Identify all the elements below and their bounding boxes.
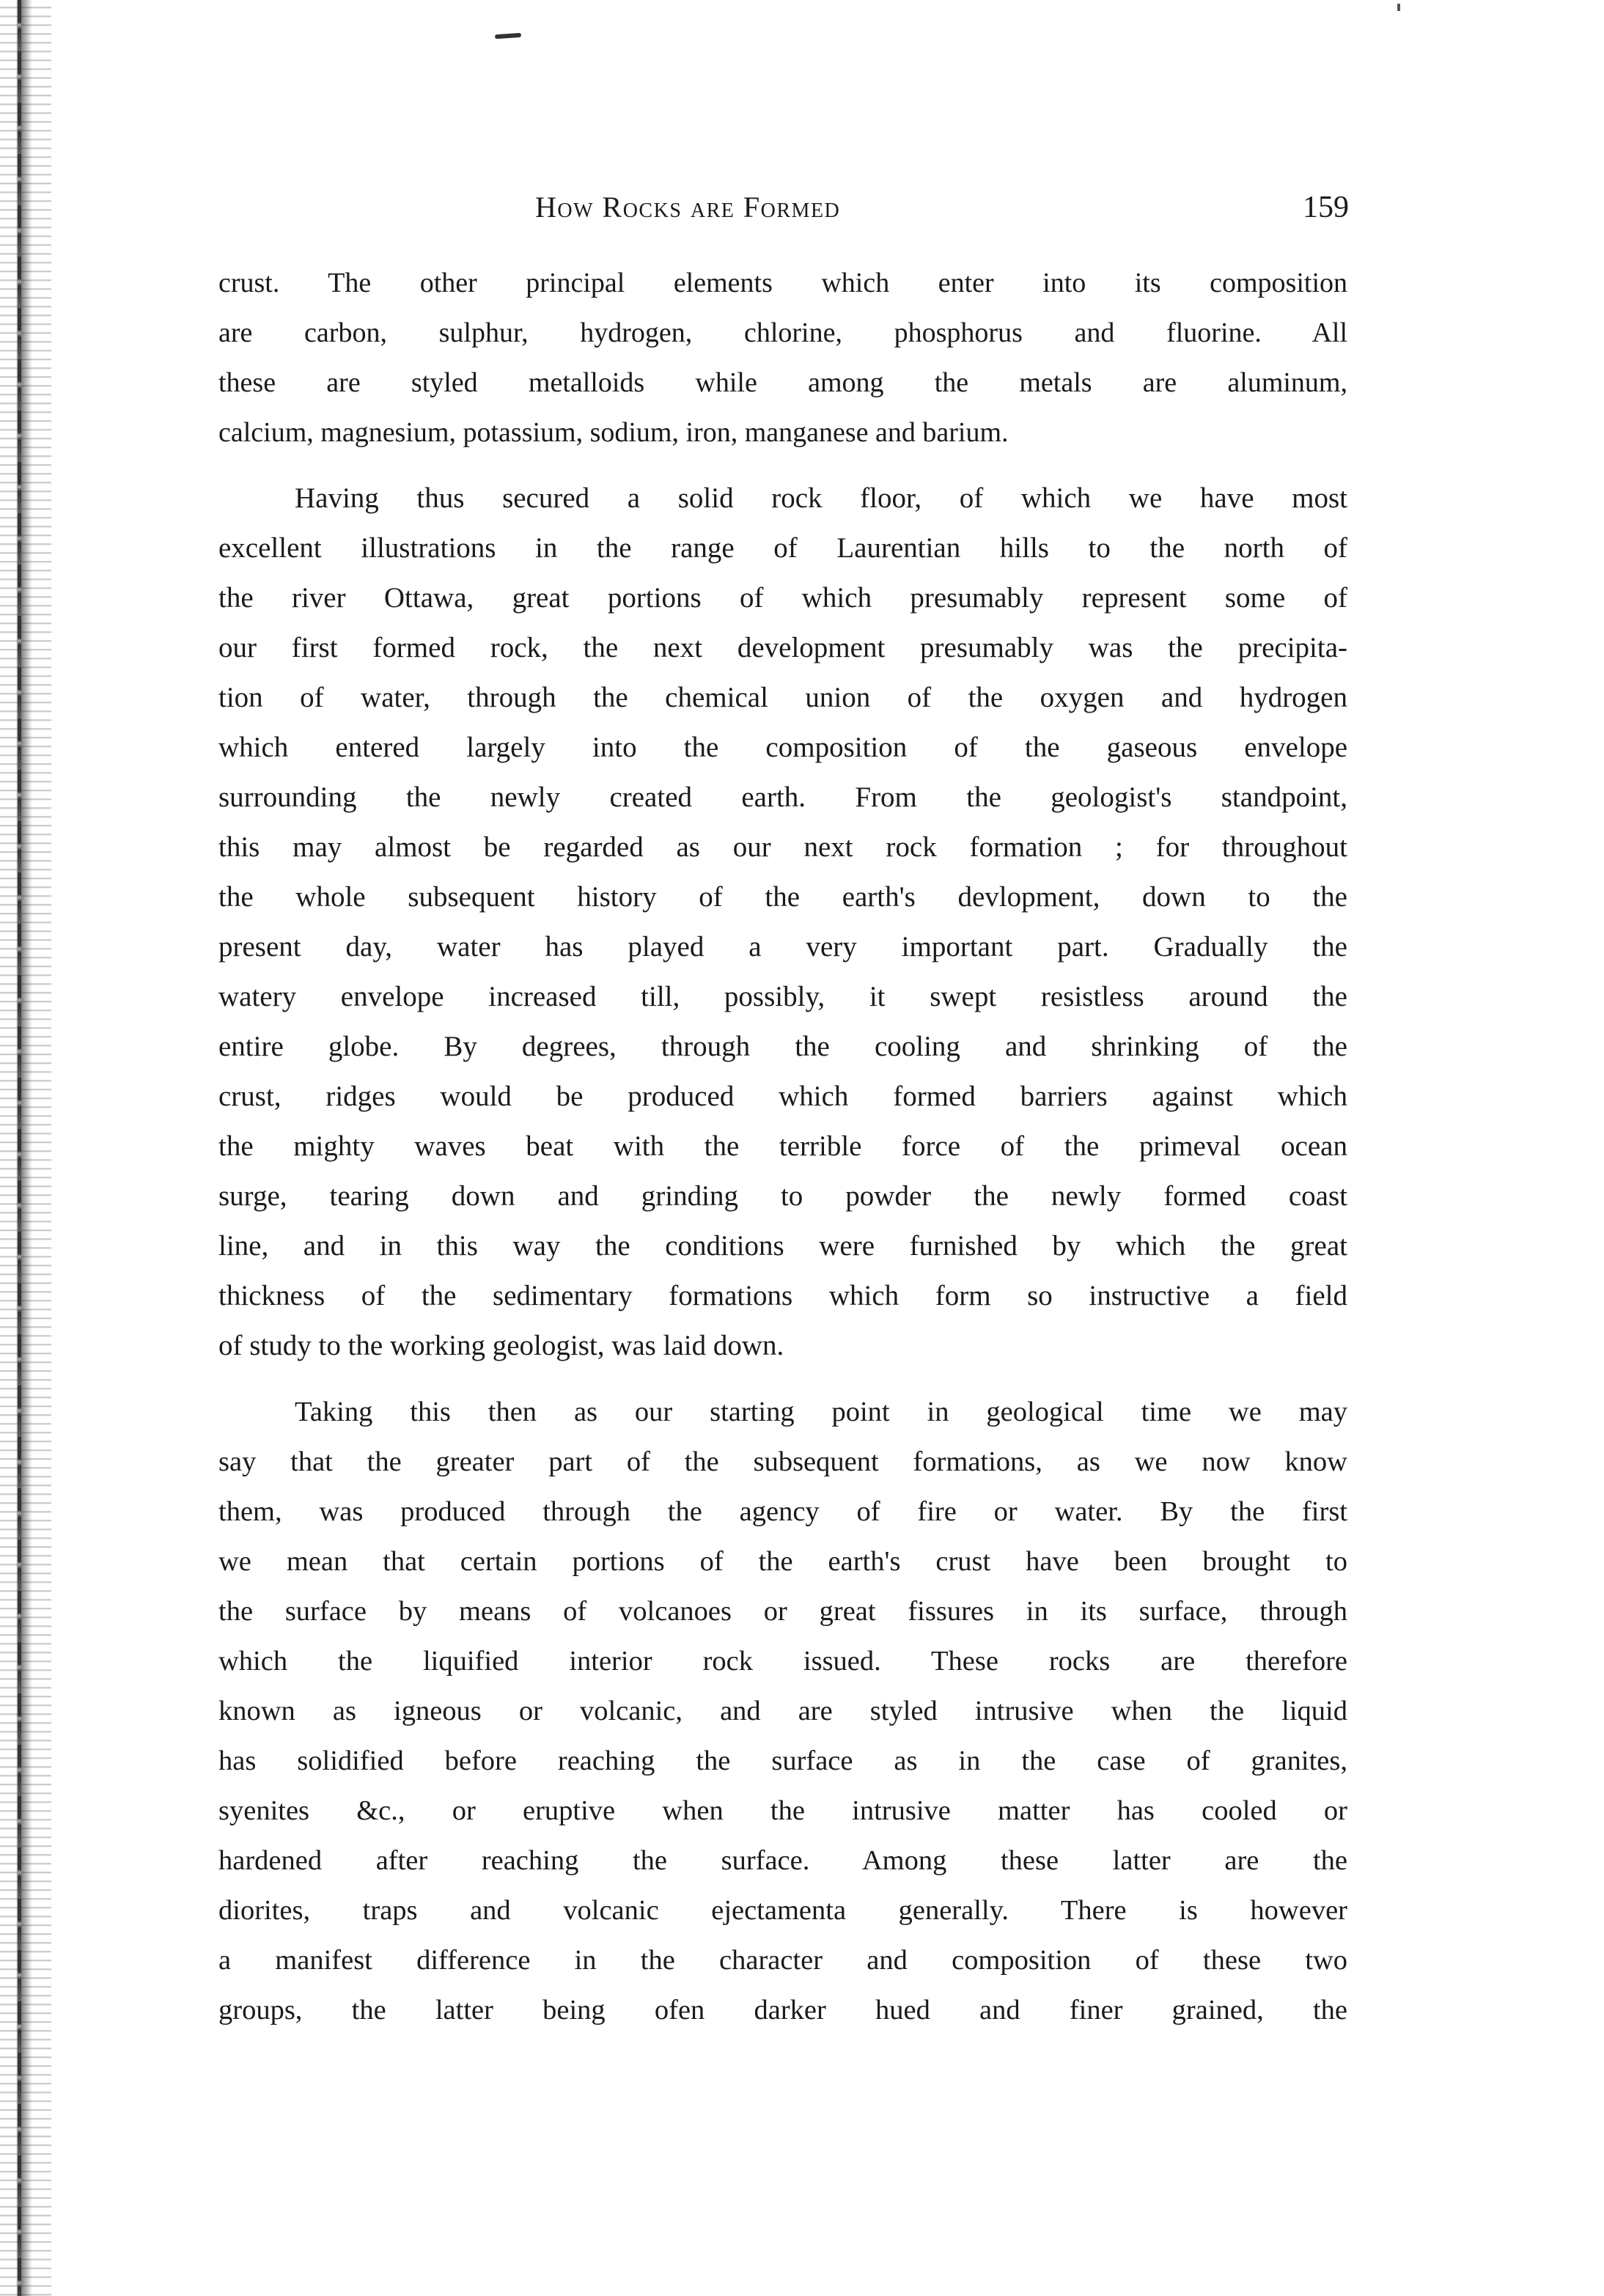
text-line: the mighty waves beat with the terrible force of the primeval ocean [218,1130,1347,1162]
text-line: surge, tearing down and grinding to powder the newly formed coast [218,1180,1347,1212]
ink-mark [495,33,521,39]
binding-edge [0,0,51,2296]
text-line: Having thus secured a solid rock floor, of which we have most [295,482,1347,514]
text-line: syenites &c., or eruptive when the intrusive matter has cooled or [218,1795,1347,1826]
text-line: thickness of the sedimentary formations which form so instructive a field [218,1280,1347,1311]
text-line: entire globe. By degrees, through the cooling and shrinking of the [218,1031,1347,1062]
text-line: tion of water, through the chemical union of the oxygen and hydrogen [218,682,1347,713]
text-line: excellent illustrations in the range of Laurentian hills to the north of [218,532,1347,564]
paragraph [218,258,1347,457]
text-line: them, was produced through the agency of fire or water. By the first [218,1496,1347,1527]
text-line: surrounding the newly created earth. From the geologist's standpoint, [218,781,1347,813]
text-line: diorites, traps and volcanic ejectamenta generally. There is however [218,1895,1347,1926]
text-line: say that the greater part of the subsequent formations, as we now know [218,1446,1347,1477]
text-line: our first formed rock, the next development presumably was the precipita- [218,632,1347,663]
text-line: known as igneous or volcanic, and are styled intrusive when the liquid [218,1696,1347,1726]
text-line: a manifest difference in the character and composition of these two [218,1945,1347,1976]
text-line: we mean that certain portions of the earth's crust have been brought to [218,1546,1347,1577]
text-line: present day, water has played a very important part. Gradually the [218,931,1347,963]
text-line: the whole subsequent history of the earth's devlopment, down to the [218,881,1347,913]
paragraph [218,474,1347,1371]
text-line: of study to the working geologist, was laid down. [218,1330,784,1361]
text-line: hardened after reaching the surface. Among these latter are the [218,1845,1347,1876]
text-line: which the liquified interior rock issued. These rocks are therefore [218,1646,1347,1677]
ink-mark [1397,4,1400,11]
text-line: has solidified before reaching the surface as in the case of granites, [218,1745,1347,1776]
text-line: watery envelope increased till, possibly, it swept resistless around the [218,981,1347,1012]
text-line: line, and in this way the conditions were furnished by which the great [218,1230,1347,1262]
page-header [220,187,1349,231]
text-line: crust. The other principal elements which enter into its composition [218,268,1347,298]
running-head: How Rocks are Formed [535,191,841,224]
text-line: which entered largely into the composition of the gaseous envelope [218,732,1347,763]
text-line: groups, the latter being ofen darker hued and finer grained, the [218,1995,1347,2025]
paragraph [218,1387,1347,2035]
text-line: are carbon, sulphur, hydrogen, chlorine, phosphorus and fluorine. All [218,317,1347,348]
text-line: the river Ottawa, great portions of which presumably represent some of [218,582,1347,614]
text-line: these are styled metalloids while among the metals are aluminum, [218,367,1347,398]
text-line: crust, ridges would be produced which formed barriers against which [218,1081,1347,1112]
text-line: this may almost be regarded as our next rock formation ; for throughout [218,831,1347,863]
text-line: Taking this then as our starting point in geological time we may [295,1397,1347,1427]
body-text [218,258,1347,2051]
text-line: calcium, magnesium, potassium, sodium, iron, manganese and barium. [218,417,1009,448]
page-number: 159 [1303,191,1349,224]
text-line: the surface by means of volcanoes or great fissures in its surface, through [218,1596,1347,1627]
